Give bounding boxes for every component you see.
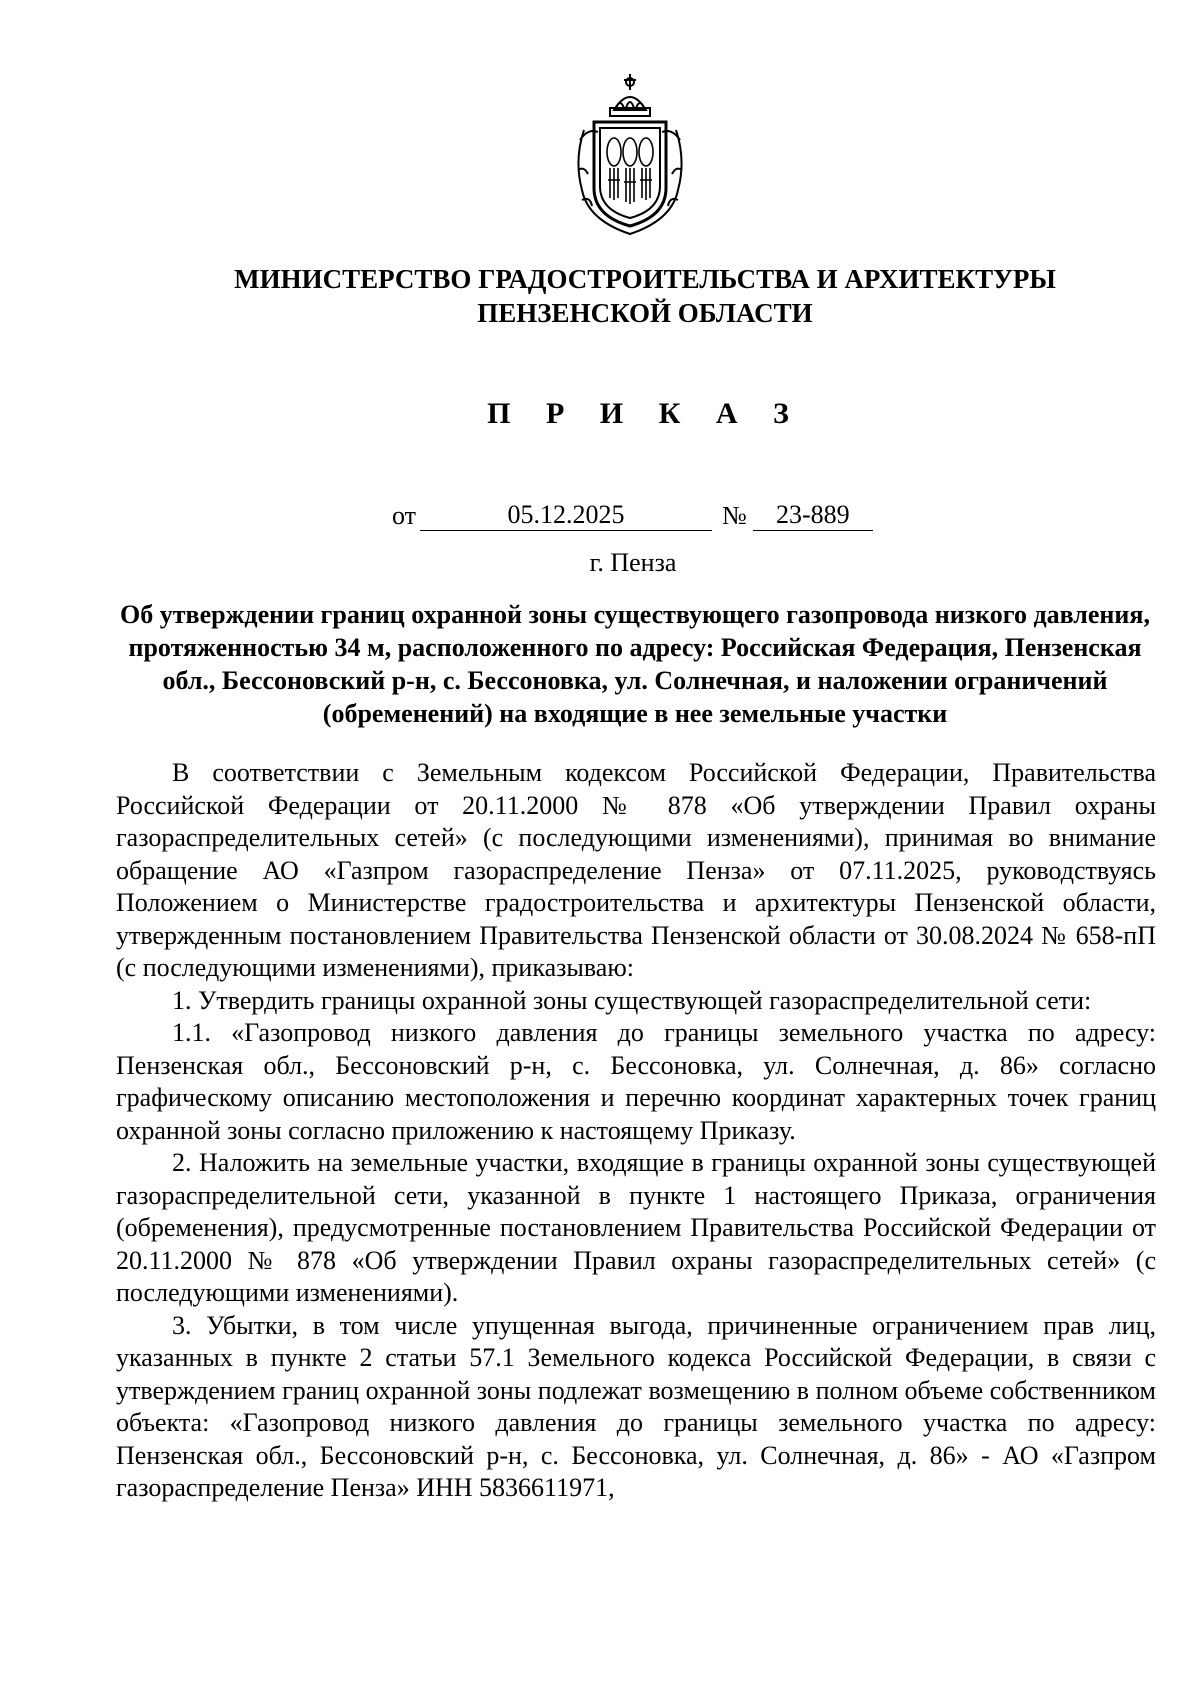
preamble-paragraph: В соответствии с Земельным кодексом Российской Федерации, Правительства Российской Федерации от 20.11.2000 № 878 «Об утверждении Правил охраны газораспределительных сетей» (с последующими изменениями), принимая во внимание обращение АО «Газпром газораспределение Пенза» от 07.11.2025, руководствуясь Положением о Министерстве градостроительства и архитектуры Пензенской области, утвержденным постановлением Правительства Пензенской области от 30.08.2024 № 658-пП (с последующими изменениями), приказываю: (116, 758, 1156, 982)
clause-3: 3. Убытки, в том числе упущенная выгода, причиненные ограничением прав лиц, указанных в пункте 2 статьи 57.1 Земельного кодекса Российской Федерации, в связи с утверждением границ охранной зоны подлежат возмещению в полном объеме собственником объекта: «Газопровод низкого давления до границы земельного участка по адресу: Пензенская обл., Бессоновский р-н, с. Бессоновка, ул. Солнечная, д. 86» - АО «Газпром газораспределение Пенза» ИНН 5836611971, (116, 1310, 1156, 1502)
clause-1: 1. Утвердить границы охранной зоны существующей газораспределительной сети: (172, 985, 1092, 1015)
clause-1-1: 1.1. «Газопровод низкого давления до границы земельного участка по адресу: Пензенская обл., Бессоновский р-н, с. Бессоновка, ул. Солнечная, д. 86» согласно графическому описанию местоположения и перечню координат характерных точек границ охранной зоны согласно приложению к настоящему Приказу. (116, 1018, 1156, 1145)
document-subject: Об утверждении границ охранной зоны существующего газопровода низкого давления, протяженностью 34 м, расположенного по адресу: Российская Федерация, Пензенская обл., Бессоновский р-н, с. Бессоновка, ул. Солнечная, и наложении ограничений (обременений) на входящие в нее земельные участки (120, 600, 1150, 728)
ministry-name (0, 262, 1200, 330)
order-number: 23-889 (753, 500, 873, 531)
order-date: 05.12.2025 (420, 500, 712, 531)
ministry-line-1: МИНИСТЕРСТВО ГРАДОСТРОИТЕЛЬСТВА И АРХИТЕКТУРЫ (234, 264, 1056, 294)
coat-of-arms-icon (570, 70, 690, 240)
number-label: № (722, 501, 747, 530)
date-number-line (392, 497, 873, 531)
date-label: от (392, 501, 417, 530)
ministry-line-2: ПЕНЗЕНСКОЙ ОБЛАСТИ (477, 298, 813, 328)
document-type: П Р И К А З (487, 397, 803, 430)
city: г. Пенза (589, 548, 677, 577)
document-body (116, 757, 1156, 1505)
clause-2: 2. Наложить на земельные участки, входящие в границы охранной зоны существующей газораспределительной сети, указанной в пункте 1 настоящего Приказа, ограничения (обременения), предусмотренные постановлением Правительства Российской Федерации от 20.11.2000 № 878 «Об утверждении Правил охраны газораспределительных сетей» (с последующими изменениями). (116, 1148, 1156, 1307)
